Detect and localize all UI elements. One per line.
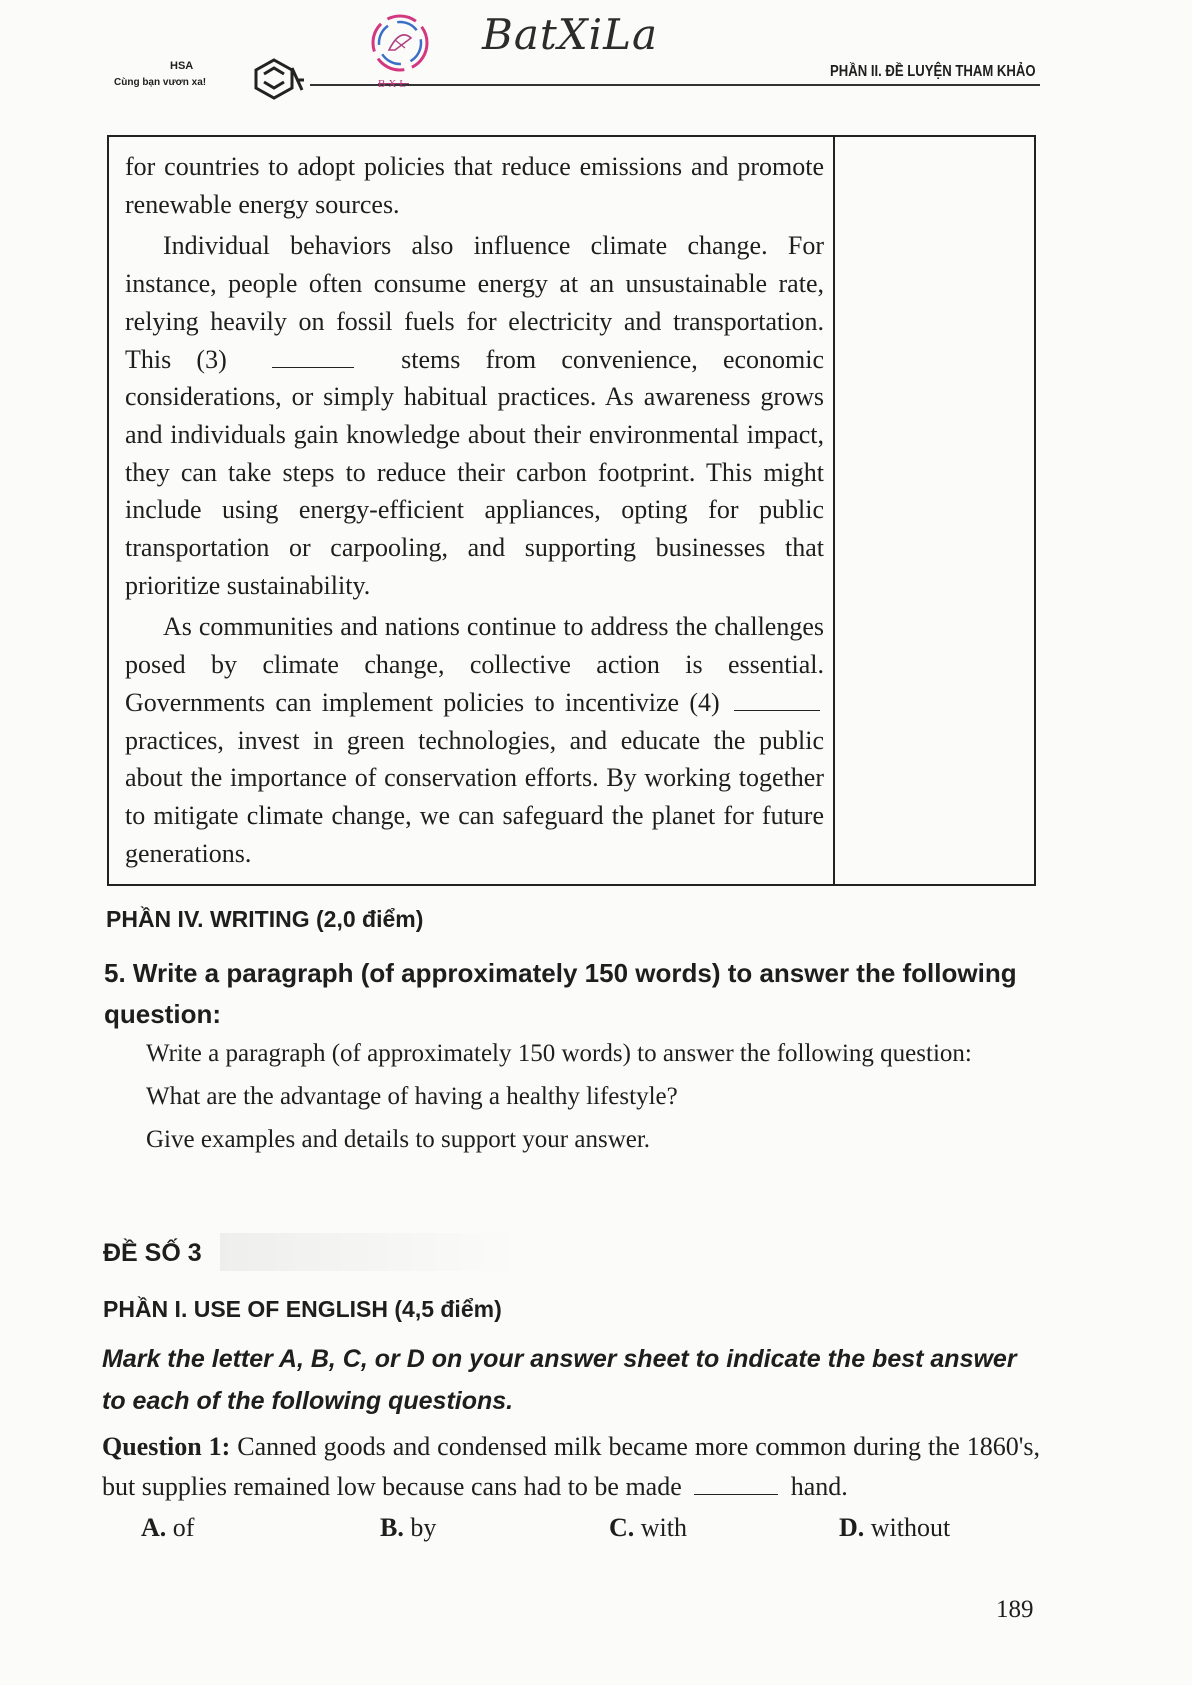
passage-p2-end: stems from convenience, economic considerations, or simply habitual practices. As awareness grows and individuals gain knowledge about their environmental impact, they can take steps to reduce their carbon footprint. This might include using energy-efficient appliances, opting for public transportation or carpooling, and supporting businesses that prioritize sustainability. (125, 344, 825, 600)
part4-heading: PHẦN IV. WRITING (2,0 điểm) (106, 906, 424, 932)
option-text: with (640, 1513, 688, 1542)
title-shading (220, 1233, 520, 1271)
page-number: 189 (996, 1596, 1034, 1623)
question-1-text-end: hand. (790, 1472, 848, 1501)
batxila-logo-icon (365, 10, 435, 85)
passage-table-divider (833, 135, 835, 886)
passage-paragraph-2 (125, 227, 824, 604)
passage-paragraph-1: for countries to adopt policies that reduce emissions and promote renewable energy sources. (125, 152, 824, 219)
question-1-text: Canned goods and condensed milk became more common during the 1860's, but supplies remained low because cans had to be made (102, 1432, 1040, 1501)
section-title: PHẦN II. ĐỀ LUYỆN THAM KHẢO (830, 63, 1036, 80)
option-b[interactable] (380, 1513, 436, 1543)
option-d[interactable] (839, 1513, 950, 1543)
writing-prompt-line: Write a paragraph (of approximately 150 words) to answer the following question: (146, 1040, 972, 1067)
option-text: without (870, 1513, 951, 1542)
part1-heading: PHẦN I. USE OF ENGLISH (4,5 điểm) (103, 1296, 502, 1322)
question-5-heading: 5. Write a paragraph (of approximately 150 words) to answer the following question: (104, 958, 1017, 1029)
hsa-label: HSA (170, 60, 194, 72)
question-1-blank (694, 1476, 778, 1495)
question-1 (102, 1427, 1040, 1507)
option-letter: B. (380, 1513, 404, 1542)
brand-subtitle: BXL (378, 78, 409, 90)
question-1-label: Question 1: (102, 1432, 231, 1461)
passage-p3-end: practices, invest in green technologies, and educate the public about the importance of conservation efforts. By working together to mitigate climate change, we can safeguard the planet for future generations. (125, 725, 824, 868)
option-c[interactable] (609, 1513, 687, 1543)
hsa-logo-icon (254, 58, 306, 105)
reading-passage (125, 148, 824, 872)
passage-paragraph-3 (125, 608, 824, 872)
option-text: by (410, 1513, 437, 1542)
passage-p3-start: As communities and nations continue to address the challenges posed by climate change, collective action is essential. Governments can implement policies to incentivize (4) (125, 612, 824, 717)
option-text: of (172, 1513, 195, 1542)
option-letter: D. (839, 1513, 865, 1542)
option-letter: A. (141, 1513, 167, 1542)
instruction: Mark the letter A, B, C, or D on your answer sheet to indicate the best answer to each of the following questions. (102, 1345, 1017, 1415)
brand-name: BatXiLa (482, 10, 659, 59)
writing-prompt-line: Give examples and details to support your answer. (146, 1126, 651, 1153)
writing-prompt-line: What are the advantage of having a healthy lifestyle? (146, 1083, 678, 1110)
blank-4 (734, 692, 820, 711)
test-title: ĐỀ SỐ 3 (103, 1239, 202, 1267)
tagline: Cùng bạn vươn xa! (114, 77, 207, 88)
option-letter: C. (609, 1513, 635, 1542)
passage-p2-start: Individual behaviors also influence climate change. For instance, people often consume energy at an unsustainable rate, relying heavily on fossil fuels for electricity and transportation. This (3) (125, 231, 824, 374)
option-a[interactable] (141, 1513, 194, 1543)
blank-3 (272, 349, 354, 368)
